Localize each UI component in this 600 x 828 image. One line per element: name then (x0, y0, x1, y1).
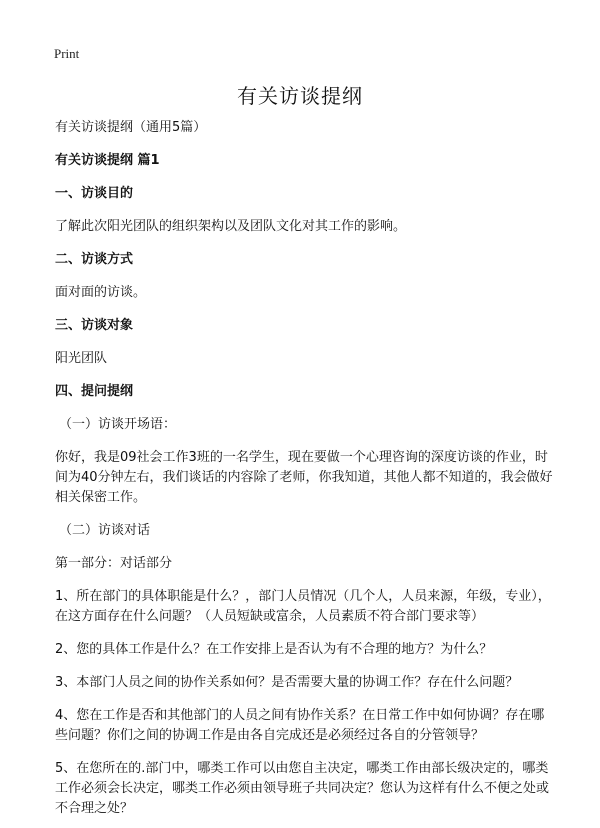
section-text-purpose: 了解此次阳光团队的组织架构以及团队文化对其工作的影响。 (55, 219, 407, 234)
section-text-method: 面对面的访谈。 (55, 285, 147, 300)
document-title: 有关访谈提纲 (237, 84, 363, 108)
section-heading-method: 二、访谈方式 (55, 252, 134, 267)
subsection-text-opening: 你好，我是09社会工作3班的一名学生，现在要做一个心理咨询的深度访谈的作业，时间为40分钟左右，我们谈话的内容除了老师，你我知道，其他人都不知道的，我会做好相关保密工作。 (55, 450, 553, 505)
section-heading-target: 三、访谈对象 (55, 318, 134, 333)
section-heading-purpose: 一、访谈目的 (55, 186, 134, 201)
question-2: 2、您的具体工作是什么？在工作安排上是否认为有不合理的地方？为什么？ (55, 642, 493, 657)
article-heading: 有关访谈提纲 篇1 (55, 153, 160, 168)
subsection-heading-dialogue: （二）访谈对话 (59, 523, 151, 538)
document-subtitle: 有关访谈提纲（通用5篇） (55, 120, 207, 135)
section-heading-outline: 四、提问提纲 (55, 384, 134, 399)
print-link[interactable]: Print (54, 46, 80, 61)
question-3: 3、本部门人员之间的协作关系如何？是否需要大量的协调工作？存在什么问题？ (55, 675, 519, 690)
question-1: 1、所在部门的具体职能是什么？，部门人员情况（几个人，人员来源，年级，专业），在这方面存在什么问题？（人员短缺或富余，人员素质不符合部门要求等） (55, 589, 551, 624)
document-body (55, 118, 555, 819)
subsection-heading-opening: （一）访谈开场语： (59, 417, 177, 432)
section-text-target: 阳光团队 (55, 351, 108, 366)
part-heading-dialogue: 第一部分：对话部分 (55, 556, 173, 571)
question-5: 5、在您所在的.部门中，哪类工作可以由您自主决定，哪类工作由部长级决定的，哪类工作必须会长决定，哪类工作必须由领导班子共同决定？您认为这样有什么不便之处或不合理之处？ (55, 761, 550, 816)
question-4: 4、您在工作是否和其他部门的人员之间有协作关系？在日常工作中如何协调？存在哪些问题？你们之间的协调工作是由各自完成还是必须经过各自的分管领导？ (55, 708, 545, 743)
